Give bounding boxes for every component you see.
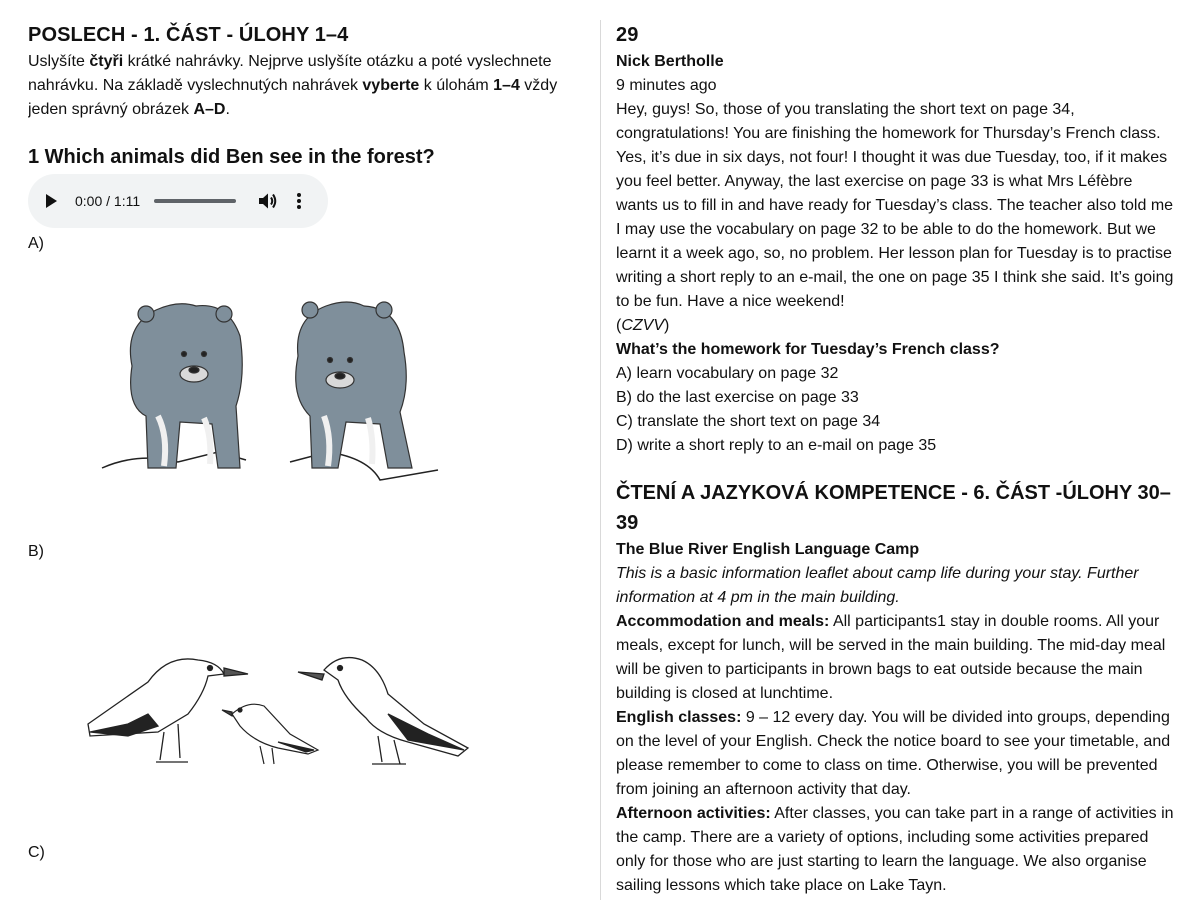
camp-intro: This is a basic information leaflet about camp life during your stay. Further information at 4 pm in the main building.	[616, 565, 1139, 606]
reading-section-title: ČTENÍ A JAZYKOVÁ KOMPETENCE - 6. ČÁST -ÚLOHY 30–39	[616, 482, 1171, 534]
play-icon[interactable]	[46, 194, 57, 208]
post-source: (CZVV)	[616, 317, 670, 334]
bear-right	[296, 302, 412, 468]
more-vertical-icon[interactable]	[296, 192, 302, 210]
post-body: Hey, guys! So, those of you translating the short text on page 34, congratulations! You are finishing the homework for Thursday’s French class. Yes, it’s due in six days, not four! I thought it was due Tuesday, too, if it makes you feel better. Anyway, the last exercise on page 33 is what Mrs Léfèbre wants us to fill in and have ready for Tuesday’s class. The teacher also told me I may use the vocabulary on page 32 to be able to do the homework. But we learnt it a week ago, so, no problem. Her lesson plan for Tuesday is to practise writing a short reply to an e-mail, the one on page 35 I think she said. It’s going to be fun. Have a nice weekend!	[616, 101, 1174, 310]
bird-middle	[222, 704, 318, 764]
option-b-label: B)	[28, 543, 44, 560]
post-question: What’s the homework for Tuesday’s French class?	[616, 341, 1000, 358]
post-time: 9 minutes ago	[616, 77, 717, 94]
bear-left	[130, 304, 242, 468]
volume-icon[interactable]	[258, 192, 278, 210]
answer-d[interactable]: D) write a short reply to an e-mail on page 35	[616, 437, 937, 454]
post-number: 29	[616, 24, 639, 46]
camp-section-activities: Afternoon activities: After classes, you can take part in a range of activities in the camp. There are a variety of options, including some activities prepared only for those who are just starting to learn the language. We also organise sailing lessons which take place on Lake Tayn.	[616, 805, 1174, 894]
option-a-image[interactable]	[28, 256, 584, 540]
answer-b[interactable]: B) do the last exercise on page 33	[616, 389, 859, 406]
option-b-image[interactable]	[28, 564, 584, 841]
audio-player[interactable]	[28, 174, 328, 228]
reading-column	[616, 20, 1176, 900]
post-author: Nick Bertholle	[616, 53, 724, 70]
option-a-label: A)	[28, 235, 44, 252]
camp-section-accommodation: Accommodation and meals: All participants1 stay in double rooms. All your meals, except for lunch, will be served in the main building. The mid-day meal will be given to participants in brown bags to eat outside because the main building is closed at lunchtime.	[616, 613, 1166, 702]
birds-illustration	[28, 564, 584, 841]
question-title: 1 Which animals did Ben see in the forest?	[28, 146, 435, 168]
bird-right	[298, 658, 468, 764]
answer-list	[616, 362, 1176, 458]
column-divider	[600, 20, 601, 900]
camp-title: The Blue River English Language Camp	[616, 541, 920, 558]
answer-c[interactable]: C) translate the short text on page 34	[616, 413, 881, 430]
audio-progress-bar[interactable]	[154, 199, 236, 203]
option-c-label: C)	[28, 844, 45, 861]
bears-illustration	[28, 256, 584, 540]
listening-instructions: Uslyšíte čtyři krátké nahrávky. Nejprve uslyšíte otázku a poté vyslechnete nahrávku. Na základě vyslechnutých nahrávek vyberte k úlohám 1–4 vždy jeden správný obrázek A–D.	[28, 53, 558, 118]
answer-a[interactable]: A) learn vocabulary on page 32	[616, 365, 839, 382]
audio-time: 0:00 / 1:11	[75, 193, 141, 209]
listening-section-title: POSLECH - 1. ČÁST - ÚLOHY 1–4	[28, 24, 349, 46]
camp-section-classes: English classes: 9 – 12 every day. You will be divided into groups, depending on the level of your English. Check the notice board to see your timetable, and please remember to come to class on time. Otherwise, you will be prevented from joining an afternoon activity that day.	[616, 709, 1171, 798]
listening-column	[28, 20, 584, 900]
